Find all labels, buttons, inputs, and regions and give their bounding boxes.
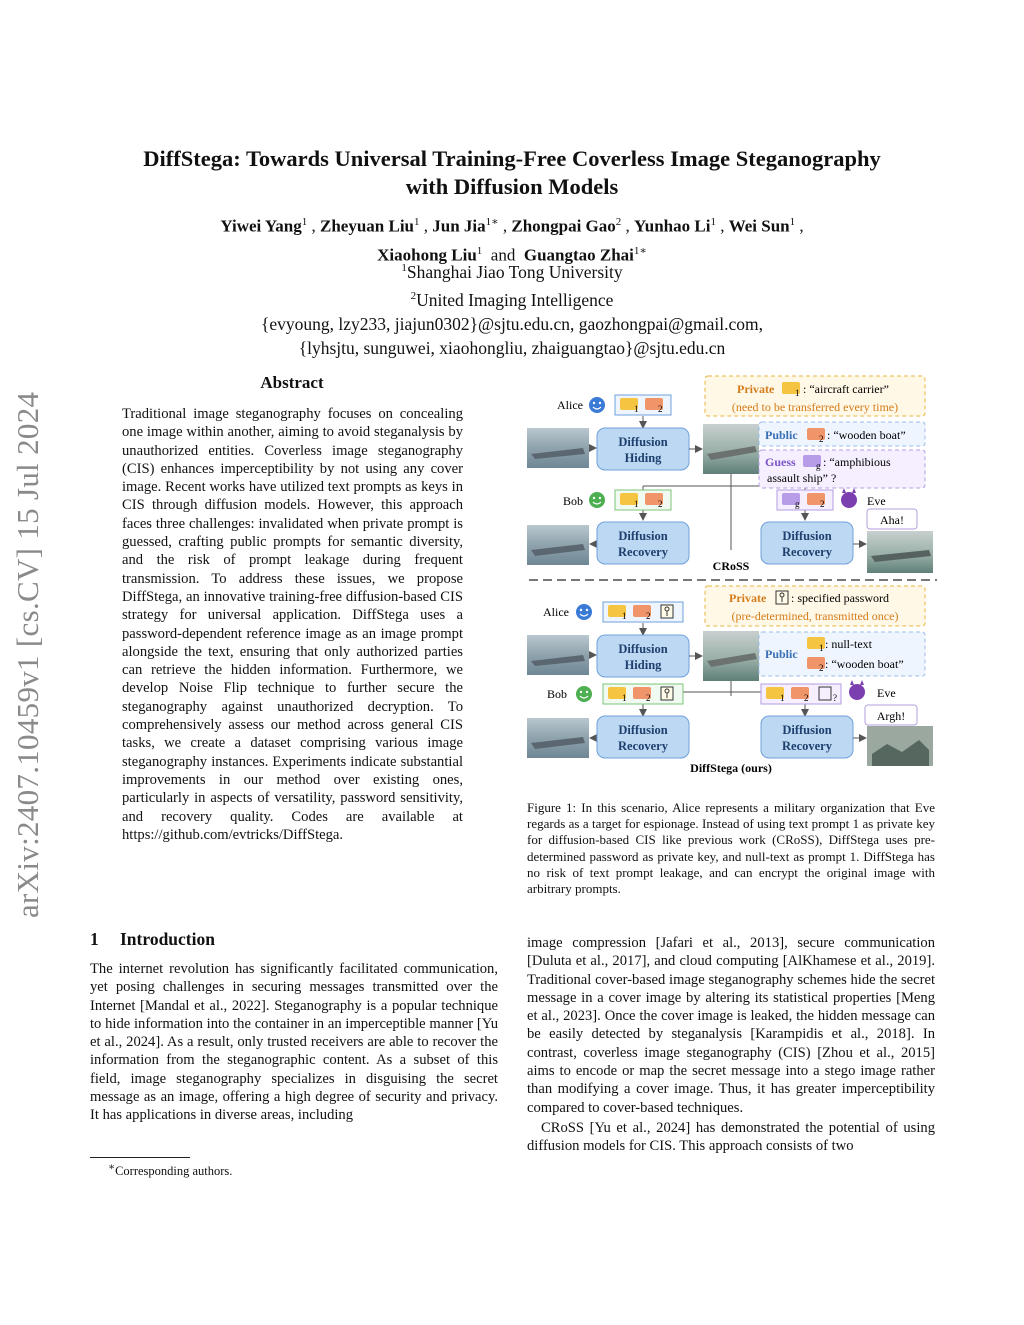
prompt-index: 1	[780, 693, 785, 703]
bob-face-icon	[589, 492, 605, 508]
top-private-text: : “aircraft carrier”	[803, 382, 889, 396]
figure-caption: Figure 1: In this scenario, Alice represents a military organization that Eve regards as a target for espionage. Instead of using text prompt 1 as private key for diffusion-based CIS like previous work (CRoSS), DiffStega uses pre-determined password as private key, and null-text as prompt 1. DiffStega has no risk of text prompt leakage, and can encrypt the original image with arbitrary prompts.	[527, 800, 935, 897]
affil-text: United Imaging Intelligence	[416, 289, 614, 310]
bob-label: Bob	[563, 494, 584, 508]
author-name: Jun Jia	[432, 216, 486, 236]
author-affil-mark: 1	[414, 216, 420, 228]
author-name: Wei Sun	[728, 216, 790, 236]
author-affil-mark: 1∗	[485, 216, 499, 228]
alice-label: Alice	[543, 605, 569, 619]
author-line-1: Yiwei Yang$^1$ , Zheyuan Liu$^1$ , Jun Jia$^{1∗}$ , Zhongpai Gao$^2$ , Yunhao Li$^1$ , Wei Sun$^1$ ,	[220, 216, 804, 236]
method-label-diffstega: DiffStega (ours)	[690, 761, 772, 775]
abstract-heading: Abstract	[260, 373, 324, 392]
author-name: Zheyuan Liu	[319, 216, 414, 236]
title-line-2: with Diffusion Models	[405, 174, 619, 199]
footnote	[108, 1161, 232, 1179]
bottom-private-note: (pre-determined, transmitted once)	[731, 609, 899, 623]
method-label-cross: CRoSS	[712, 559, 750, 573]
author-affil-mark: 1	[789, 216, 796, 228]
author-affil-mark: 2	[615, 216, 622, 228]
prompt-1-index: 1	[634, 404, 639, 414]
footnote-mark: ∗	[108, 1162, 116, 1173]
alice-label: Alice	[557, 398, 583, 412]
prompt-2-index: 2	[658, 404, 663, 414]
figure-diagram	[527, 374, 939, 782]
bob-face-icon	[576, 686, 592, 702]
secret-image	[527, 428, 589, 468]
hiding-label-1: Diffusion	[618, 435, 668, 449]
affil-text: Shanghai Jiao Tong University	[406, 261, 623, 282]
alice-face-icon	[589, 397, 605, 413]
prompt-index: 2	[819, 434, 824, 444]
alice-face-icon	[576, 604, 592, 620]
recovery-label-2: Recovery	[618, 545, 668, 559]
top-guess-label: Guess	[765, 455, 796, 469]
affil-mark: 1	[401, 262, 407, 274]
secret-image	[527, 635, 589, 675]
top-guess-text-2: assault ship” ?	[767, 471, 837, 485]
top-public-label: Public	[765, 428, 798, 442]
email-line-2: {lyhsjtu, sunguwei, xiaohongliu, zhaiguangtao}@sjtu.edu.cn	[298, 337, 726, 358]
prompt-index: 1	[795, 388, 800, 398]
prompt-index: 2	[820, 499, 825, 509]
hiding-label-1: Diffusion	[618, 642, 668, 656]
guess-index: g	[795, 499, 800, 509]
affiliation-1	[90, 256, 934, 284]
prompt-index: 2	[646, 693, 651, 703]
author-affil-mark: 1	[710, 216, 716, 228]
intro-paragraph-2: CRoSS [Yu et al., 2024] has demonstrated the potential of using diffusion models for CIS. This approach consists of two	[527, 1119, 935, 1155]
section-title: Introduction	[120, 929, 215, 949]
intro-paragraph-1-continued: image compression [Jafari et al., 2013], secure communication [Duluta et al., 2017], and cloud computing [AlKhamese et al., 2019]. Traditional cover-based image steganography schemes hide the secret message in a cover image by altering its statistical properties [Meng et al., 2023]. Once the cover image is leaked, the hidden message can be easily detected by steganalysis [Karampidis et al., 2018]. In contrast, coverless image steganography (CIS) [Zhou et al., 2015] aims to encode or map the secret message into a stego image rather than modifying a cover image. Thus, it has greater imperceptibility compared to cover-based techniques.	[527, 935, 935, 1116]
affil-mark: 2	[410, 289, 417, 302]
section-heading-introduction	[90, 929, 215, 950]
author-affil-mark: 1∗	[633, 244, 647, 257]
footnote-rule	[90, 1157, 190, 1158]
prompt-index: 2	[819, 663, 824, 673]
prompt-index: 1	[819, 643, 824, 653]
bottom-public-text-1: : null-text	[825, 637, 872, 651]
guess-mark: ?	[833, 693, 837, 703]
prompt-index: 2	[658, 499, 663, 509]
arxiv-identifier: arXiv:2407.10459v1 [cs.CV] 15 Jul 2024	[10, 391, 45, 919]
bottom-private-text: : specified password	[791, 591, 889, 605]
prompt-index: 2	[804, 693, 809, 703]
author-name: Yiwei Yang	[220, 216, 302, 236]
bottom-public-label: Public	[765, 647, 798, 661]
eve-says-bottom: Argh!	[876, 709, 906, 723]
author-affil-mark: 1	[301, 216, 308, 228]
intro-paragraph-1: The internet revolution has significantly facilitated communication, yet posing challenges in securing messages transmitted over the Internet [Mandal et al., 2022]. Steganography is a popular technique to hide information into the container in an imperceptible manner [Yu et al., 2024]. As a result, only trusted receivers are able to recover the information from the steganographic content. As a subset of this field, image steganography specializes in disguising the secret message as an image, offering a high degree of security and privacy. It has applications in diverse areas, including	[90, 961, 498, 1124]
recovery-label-1: Diffusion	[618, 529, 668, 543]
top-private-note: (need to be transferred every time)	[731, 400, 899, 414]
recovery-label-1: Diffusion	[782, 529, 832, 543]
top-public-text: : “wooden boat”	[827, 428, 906, 442]
abstract-text: Traditional image steganography focuses on concealing one image within another, aiming to avoid steganalysis by unauthorized entities. Coverless image steganography (CIS) enhances imperceptibility by not using any cover image. Recent works have utilized text prompts as keys in CIS through diffusion models. However, this approach faces three challenges: invalidated when private prompt is guessed, crafting public prompts for semantic diversity, and the risk of prompt leakage during frequent transmission. To address these issues, we propose DiffStega, an innovative training-free diffusion-based CIS strategy for universal application. DiffStega uses a password-dependent reference image as an image prompt alongside the text, ensuring that only authorized parties can retrieve the hidden information. Furthermore, we develop Noise Flip technique to further secure the steganography against unauthorized decryption. To comprehensively assess our method across general CIS tasks, we create a dataset comprising various image steganography instances. Experiments indicate substantial improvements in our method over existing ones, particularly in aspects of versatility, password sensitivity, and recovery quality. Codes are available at https://github.com/evtricks/DiffStega.	[122, 406, 463, 843]
hiding-label-2: Hiding	[624, 451, 662, 465]
prompt-index: 1	[622, 611, 627, 621]
bob-label: Bob	[547, 687, 568, 701]
paper-title	[90, 145, 934, 201]
bottom-public-text-2: : “wooden boat”	[825, 657, 904, 671]
intro-right-column	[527, 934, 935, 1156]
affiliation-2	[90, 284, 934, 312]
section-number: 1	[90, 929, 99, 949]
hiding-label-2: Hiding	[624, 658, 662, 672]
guessed-key-icon	[819, 687, 831, 700]
author-name: Xiaohong Liu	[377, 245, 477, 265]
guess-index: g	[816, 461, 821, 471]
recovery-label-1: Diffusion	[618, 723, 668, 737]
author-and: and	[490, 245, 516, 265]
affiliations	[90, 256, 934, 360]
eve-devil-icon	[849, 684, 865, 700]
recovery-label-2: Recovery	[618, 739, 668, 753]
title-line-1: DiffStega: Towards Universal Training-Free Coverless Image Steganography	[143, 146, 881, 171]
author-name: Zhongpai Gao	[511, 216, 616, 236]
bottom-private-label: Private	[729, 591, 767, 605]
author-name: Yunhao Li	[634, 216, 711, 236]
eve-says-top: Aha!	[880, 513, 904, 527]
author-affil-mark: 1	[476, 244, 483, 257]
eve-devil-icon	[841, 492, 857, 508]
author-name: Guangtao Zhai	[523, 245, 634, 265]
recovery-label-1: Diffusion	[782, 723, 832, 737]
prompt-index: 1	[634, 499, 639, 509]
recovery-label-2: Recovery	[782, 545, 832, 559]
prompt-index: 1	[622, 693, 627, 703]
top-private-label: Private	[737, 382, 775, 396]
prompt-index: 2	[646, 611, 651, 621]
email-line-1: {evyoung, lzy233, jiajun0302}@sjtu.edu.cn, gaozhongpai@gmail.com,	[261, 313, 763, 334]
top-guess-text-1: : “amphibious	[823, 455, 891, 469]
recovery-label-2: Recovery	[782, 739, 832, 753]
eve-label: Eve	[877, 686, 896, 700]
footnote-text: Corresponding authors.	[115, 1164, 233, 1179]
eve-label: Eve	[867, 494, 886, 508]
figure-1	[527, 374, 939, 782]
